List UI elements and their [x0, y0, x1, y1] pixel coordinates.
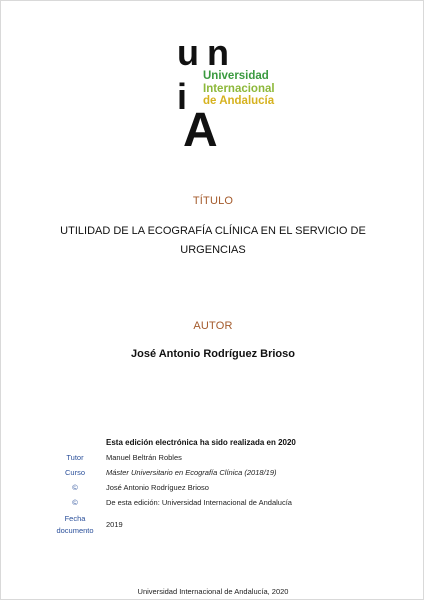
meta-value-date: 2019 [106, 520, 123, 529]
meta-value-course: Máster Universitario en Ecografía Clínica (2018/19) [106, 468, 277, 477]
meta-value-copyright-author: José Antonio Rodríguez Brioso [106, 483, 209, 492]
meta-value-tutor: Manuel Beltrán Robles [106, 453, 182, 462]
meta-label-course: Curso [64, 468, 85, 477]
logo-line-3: de Andalucía [203, 95, 275, 107]
meta-label-copyright-edition: © [72, 498, 78, 507]
title-line-2: URGENCIAS [180, 244, 246, 256]
edition-note: Esta edición electrónica ha sido realizada en 2020 [106, 438, 296, 447]
title-line-1: UTILIDAD DE LA ECOGRAFÍA CLÍNICA EN EL SERVICIO DE [60, 225, 366, 237]
meta-value-copyright-edition: De esta edición: Universidad Internacional de Andalucía [106, 498, 292, 507]
logo-letter-u: u [177, 32, 199, 73]
title-heading: TÍTULO [192, 195, 234, 207]
meta-label-tutor: Tutor [66, 453, 84, 462]
page-footer: Universidad Internacional de Andalucía, 2020 [137, 587, 289, 596]
logo-line-2: Internacional [203, 82, 275, 95]
meta-label-copyright-author: © [72, 483, 78, 492]
logo-letter-i: i [177, 76, 188, 117]
author-heading: AUTOR [193, 320, 233, 332]
document-title [41, 222, 385, 260]
logo-letter-n: n [207, 32, 229, 73]
meta-label-date: Fecha documento [56, 514, 94, 535]
author-name: José Antonio Rodríguez Brioso [131, 348, 295, 360]
logo-wordmark [203, 70, 275, 108]
logo-line-1: Universidad [203, 70, 269, 82]
university-logo [177, 32, 287, 157]
logo-letter-a: A [183, 104, 218, 157]
